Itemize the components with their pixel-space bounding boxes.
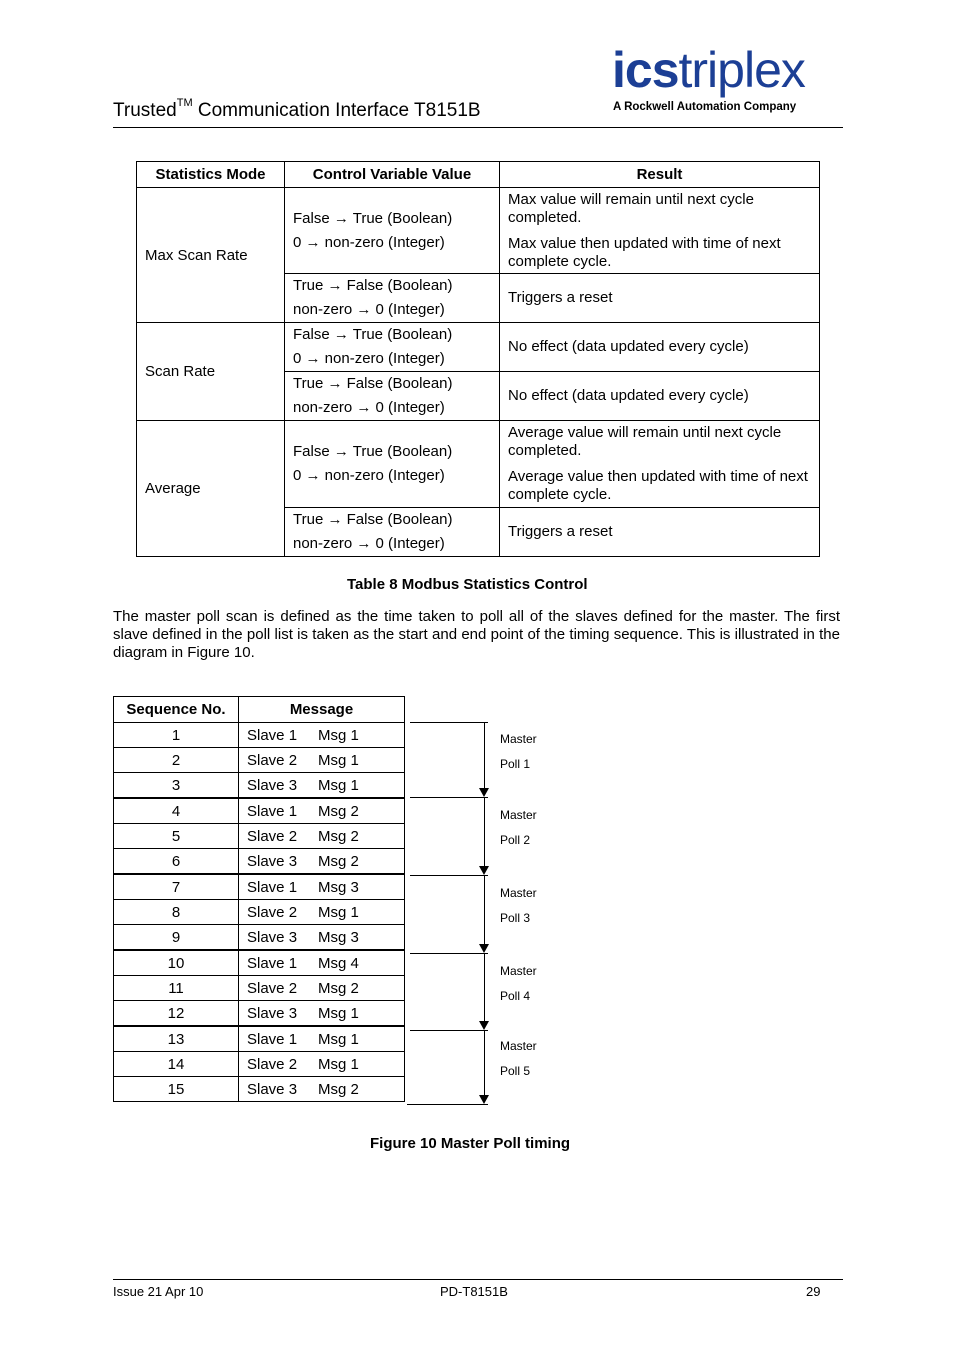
msg-label: Msg 2 — [318, 802, 359, 820]
poll-label-line2: Poll 4 — [500, 988, 531, 1003]
trademark-sup: TM — [176, 97, 193, 109]
arrow-down-icon — [479, 788, 489, 797]
slave-label: Slave 1 — [247, 802, 298, 820]
msg-label: Msg 2 — [318, 852, 359, 870]
poll-label-line2: Poll 3 — [500, 911, 531, 925]
document-title — [113, 97, 481, 122]
sequence-number: 10 — [114, 950, 239, 976]
msg-label: Msg 3 — [318, 928, 359, 946]
title-prefix: Trusted — [113, 100, 177, 121]
sequence-number: 14 — [114, 1052, 239, 1077]
poll-span-line — [484, 875, 485, 944]
result-line: Max value then updated with time of next complete cycle. — [508, 234, 781, 270]
result-cell — [500, 323, 820, 372]
poll-span-line — [484, 1030, 485, 1095]
logo-light-text: triplex — [678, 42, 805, 98]
title-suffix: Communication Interface T8151B — [192, 100, 481, 121]
msg-label: Msg 2 — [318, 1080, 359, 1098]
result-line: No effect (data updated every cycle) — [508, 387, 749, 404]
poll-label-line1: Master — [500, 963, 537, 978]
column-header: Result — [500, 162, 820, 188]
table-row — [137, 188, 820, 274]
control-value-cell — [285, 188, 500, 274]
footer-issue: Issue 21 Apr 10 — [113, 1284, 204, 1299]
slave-label: Slave 3 — [247, 776, 298, 794]
table-row — [114, 925, 405, 951]
msg-label: Msg 2 — [318, 827, 359, 845]
table-row — [137, 323, 820, 372]
msg-label: Msg 1 — [318, 1055, 359, 1073]
header-rule — [113, 127, 843, 128]
logo-bold-text: ics — [612, 42, 679, 98]
column-header: Statistics Mode — [137, 162, 285, 188]
result-line: Average value will remain until next cycle completed. — [508, 424, 782, 459]
cv-line: False → True (Boolean) — [293, 326, 453, 343]
result-cell — [500, 508, 820, 557]
table-row — [114, 1052, 405, 1077]
message-cell — [239, 773, 405, 799]
msg-label: Msg 1 — [318, 751, 359, 769]
message-cell — [239, 1077, 405, 1102]
table-row — [114, 1077, 405, 1102]
poll-divider-line — [410, 1030, 488, 1031]
table-row — [114, 849, 405, 875]
slave-label: Slave 2 — [247, 1055, 298, 1073]
poll-divider-line — [410, 875, 488, 876]
sequence-number: 15 — [114, 1077, 239, 1102]
sequence-number: 11 — [114, 976, 239, 1001]
message-cell — [239, 798, 405, 824]
sequence-rows — [114, 723, 405, 1102]
control-value-cell — [285, 274, 500, 323]
msg-label: Msg 1 — [318, 903, 359, 921]
poll-sequence-table — [113, 696, 405, 1102]
table-row — [114, 723, 405, 748]
result-line: Triggers a reset — [508, 523, 613, 540]
cv-line: True → False (Boolean) — [293, 277, 453, 294]
column-header: Message — [239, 697, 405, 723]
table-caption: Table 8 Modbus Statistics Control — [347, 576, 588, 593]
arrow-down-icon — [479, 1021, 489, 1030]
mode-cell: Scan Rate — [137, 323, 285, 421]
poll-label-line1: Master — [500, 886, 537, 900]
cv-line: 0 → non-zero (Integer) — [293, 350, 445, 367]
result-cell — [500, 372, 820, 421]
sequence-number: 9 — [114, 925, 239, 951]
arrow-down-icon — [479, 944, 489, 953]
msg-label: Msg 2 — [318, 979, 359, 997]
msg-label: Msg 1 — [318, 726, 359, 744]
slave-label: Slave 1 — [247, 726, 298, 744]
table-row — [114, 976, 405, 1001]
message-cell — [239, 748, 405, 773]
figure-caption: Figure 10 Master Poll timing — [370, 1135, 571, 1152]
ics-triplex-logo — [612, 44, 844, 118]
msg-label: Msg 1 — [318, 1030, 359, 1048]
slave-label: Slave 1 — [247, 1030, 298, 1048]
poll-divider-line — [410, 797, 488, 798]
sequence-number: 13 — [114, 1026, 239, 1052]
column-header: Control Variable Value — [285, 162, 500, 188]
cv-line: True → False (Boolean) — [293, 375, 453, 392]
logo-tagline: A Rockwell Automation Company — [613, 101, 797, 113]
message-cell — [239, 1001, 405, 1027]
cv-line: non-zero → 0 (Integer) — [293, 301, 445, 318]
slave-label: Slave 2 — [247, 827, 298, 845]
table-row — [114, 773, 405, 799]
message-cell — [239, 900, 405, 925]
poll-label-line1: Master — [500, 731, 537, 746]
result-cell — [500, 274, 820, 323]
statistics-control-table — [136, 161, 820, 557]
poll-label-line1: Master — [500, 808, 537, 822]
poll-divider-line — [410, 953, 488, 954]
table-row — [114, 874, 405, 900]
result-line: Max value will remain until next cycle completed. — [508, 190, 754, 226]
sequence-number: 2 — [114, 748, 239, 773]
message-cell — [239, 723, 405, 748]
table-row — [114, 1001, 405, 1027]
cv-line: non-zero → 0 (Integer) — [293, 399, 445, 416]
slave-label: Slave 3 — [247, 1004, 298, 1022]
sequence-number: 7 — [114, 874, 239, 900]
message-cell — [239, 1052, 405, 1077]
control-value-cell — [285, 421, 500, 508]
cv-line: 0 → non-zero (Integer) — [293, 467, 445, 484]
slave-label: Slave 3 — [247, 852, 298, 870]
control-value-cell — [285, 508, 500, 557]
slave-label: Slave 3 — [247, 1080, 298, 1098]
slave-label: Slave 1 — [247, 878, 298, 896]
message-cell — [239, 849, 405, 875]
message-cell — [239, 925, 405, 951]
poll-divider-line — [410, 722, 488, 723]
poll-label-line2: Poll 2 — [500, 833, 531, 847]
message-cell — [239, 950, 405, 976]
control-value-cell — [285, 323, 500, 372]
table-row — [114, 1026, 405, 1052]
slave-label: Slave 2 — [247, 751, 298, 769]
poll-span-line — [484, 722, 485, 788]
poll-label-line2: Poll 1 — [500, 756, 531, 771]
slave-label: Slave 2 — [247, 979, 298, 997]
message-cell — [239, 1026, 405, 1052]
cv-line: non-zero → 0 (Integer) — [293, 535, 445, 552]
poll-label-line2: Poll 5 — [500, 1064, 531, 1078]
table-row — [114, 950, 405, 976]
cv-line: False → True (Boolean) — [293, 443, 453, 460]
poll-span-line — [484, 953, 485, 1021]
arrow-down-icon — [479, 1095, 489, 1104]
message-cell — [239, 976, 405, 1001]
mode-cell: Average — [137, 421, 285, 557]
table-row — [114, 824, 405, 849]
table-header-row — [114, 697, 405, 723]
result-cell — [500, 188, 820, 274]
table-row — [137, 421, 820, 508]
body-paragraph: The master poll scan is defined as the time taken to poll all of the slaves defined for the master. The first slave defined in the poll list is taken as the start and end point of the timing sequence. This is illustrated in the diagram in Figure 10. — [113, 608, 840, 661]
table-row — [114, 748, 405, 773]
poll-divider-line — [407, 1104, 488, 1105]
result-line: No effect (data updated every cycle) — [508, 338, 749, 355]
msg-label: Msg 4 — [318, 954, 359, 972]
sequence-number: 3 — [114, 773, 239, 799]
result-line: Triggers a reset — [508, 289, 613, 306]
poll-label-line1: Master — [500, 1039, 537, 1053]
arrow-down-icon — [479, 866, 489, 875]
footer-rule — [113, 1279, 843, 1280]
table-row — [114, 900, 405, 925]
column-header: Sequence No. — [114, 697, 239, 723]
sequence-number: 8 — [114, 900, 239, 925]
slave-label: Slave 1 — [247, 954, 298, 972]
msg-label: Msg 3 — [318, 878, 359, 896]
poll-span-line — [484, 797, 485, 866]
sequence-number: 6 — [114, 849, 239, 875]
result-cell — [500, 421, 820, 508]
slave-label: Slave 2 — [247, 903, 298, 921]
message-cell — [239, 824, 405, 849]
table-header-row — [137, 162, 820, 188]
sequence-number: 5 — [114, 824, 239, 849]
cv-line: False → True (Boolean) — [293, 209, 453, 227]
sequence-number: 12 — [114, 1001, 239, 1027]
footer-document-id: PD-T8151B — [440, 1284, 508, 1299]
slave-label: Slave 3 — [247, 928, 298, 946]
control-value-cell — [285, 372, 500, 421]
msg-label: Msg 1 — [318, 1004, 359, 1022]
cv-line: True → False (Boolean) — [293, 511, 453, 528]
message-cell — [239, 874, 405, 900]
footer-page-number: 29 — [806, 1284, 821, 1299]
msg-label: Msg 1 — [318, 776, 359, 794]
cv-line: 0 → non-zero (Integer) — [293, 233, 445, 251]
table-row — [114, 798, 405, 824]
sequence-number: 4 — [114, 798, 239, 824]
sequence-number: 1 — [114, 723, 239, 748]
result-line: Average value then updated with time of next complete cycle. — [508, 468, 808, 503]
mode-cell: Max Scan Rate — [137, 188, 285, 323]
